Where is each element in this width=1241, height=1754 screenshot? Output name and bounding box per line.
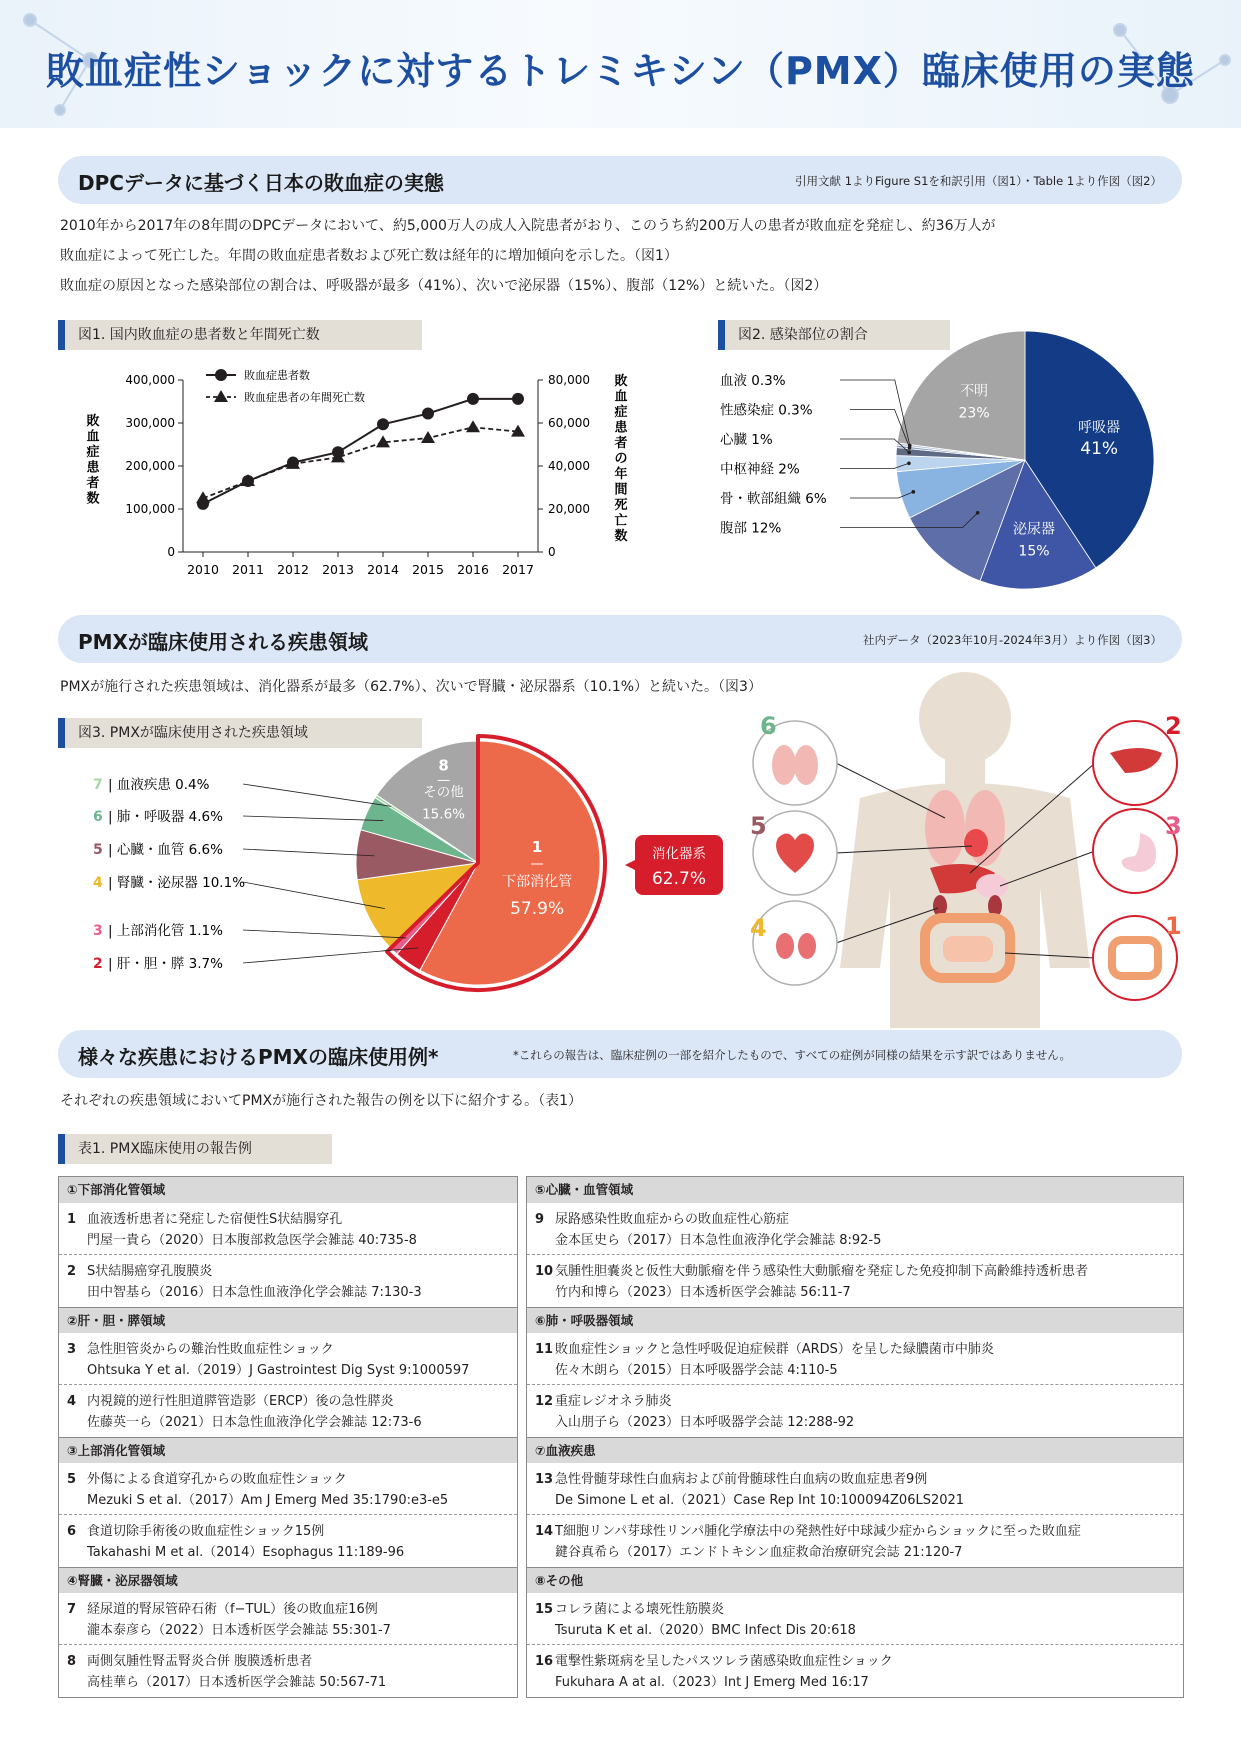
row-reference: 佐々木朗ら（2015）日本呼吸器学会誌 4:110-5 <box>555 1363 838 1378</box>
row-number: 8 <box>67 1654 77 1669</box>
y2-tick-label: 0 <box>548 545 556 559</box>
y2-axis-title-char: の <box>614 451 628 467</box>
page-header <box>0 0 1241 128</box>
data-point-deaths <box>421 431 435 443</box>
section-dpc-header <box>58 156 1182 204</box>
callout-title: 消化器系 <box>652 846 706 862</box>
paragraph-line: 敗血症によって死亡した。年間の敗血症患者数および死亡数は経年的に増加傾向を示した。（図1） <box>60 248 678 264</box>
slice-name: 呼吸器 <box>1078 419 1121 436</box>
row-number: 1 <box>67 1212 77 1227</box>
row-reference: 門屋一貴ら（2020）日本腹部救急医学会雑誌 40:735-8 <box>87 1233 417 1248</box>
y2-tick-label: 20,000 <box>548 502 590 516</box>
table-category-header: ⑦血液疾患 <box>527 1437 1183 1463</box>
body-label-number: 4 <box>750 914 767 942</box>
data-point-deaths <box>466 420 480 432</box>
section-note: 引用文献 1よりFigure S1を和訳引用（図1）・Table 1より作図（図2） <box>795 174 1162 188</box>
table-row <box>527 1255 1183 1307</box>
row-number: 5 <box>67 1472 77 1487</box>
row-title: 血液透析患者に発症した宿便性S状結腸穿孔 <box>87 1212 343 1227</box>
table-category-header: ④腎臓・泌尿器領域 <box>59 1567 517 1593</box>
data-point-patients <box>512 393 524 405</box>
table-row <box>59 1255 517 1307</box>
slice-name: 不明 <box>960 383 989 400</box>
section-title: DPCデータに基づく日本の敗血症の実態 <box>78 171 444 195</box>
slice-name: 下部消化管 <box>502 873 573 890</box>
row-number: 4 <box>67 1394 77 1409</box>
row-number: 14 <box>535 1524 554 1539</box>
slice-label: 心臓 1% <box>720 432 773 448</box>
data-point-patients <box>377 418 389 430</box>
x-tick-label: 2016 <box>457 562 489 577</box>
leader-line <box>243 816 383 821</box>
x-tick-label: 2011 <box>232 562 264 577</box>
row-reference: 金本匡史ら（2017）日本急性血液浄化学会雑誌 8:92-5 <box>555 1233 882 1248</box>
table-row <box>59 1645 517 1697</box>
legend-number: 3 <box>93 923 103 939</box>
slice-value: 23% <box>958 405 990 422</box>
table-category-header: ⑤心臓・血管領域 <box>527 1177 1183 1203</box>
section-pmx-areas-text: PMXが施行された疾患領域は、消化器系が最多（62.7%）、次いで腎臓・泌尿器系（10.1%）と続いた。（図3） <box>60 679 762 695</box>
slice-value: 57.9% <box>510 898 565 919</box>
legend-label: | 肝・胆・膵 3.7% <box>108 956 223 972</box>
y-tick-label: 0 <box>167 545 175 559</box>
row-reference: 佐藤英一ら（2021）日本急性血液浄化学会雑誌 12:73-6 <box>87 1415 422 1430</box>
slice-number: 8 <box>438 756 449 775</box>
table-category-header: ③上部消化管領域 <box>59 1437 517 1463</box>
row-reference: 竹内和博ら（2023）日本透析医学会雑誌 56:11-7 <box>555 1285 851 1300</box>
row-title: 外傷による食道穿孔からの敗血症性ショック <box>87 1472 347 1487</box>
row-reference: 鍵谷真希ら（2017）エンドトキシン血症救命治療研究会誌 21:120-7 <box>555 1545 963 1560</box>
y2-axis-title-char: 敗 <box>614 374 628 389</box>
x-tick-label: 2010 <box>187 562 219 577</box>
organ-stomach-icon <box>976 874 1008 898</box>
body-label-number: 3 <box>1165 812 1182 840</box>
y2-axis-title-char: 間 <box>614 482 628 498</box>
section-title: PMXが臨床使用される疾患領域 <box>78 630 368 654</box>
leader-dot <box>907 451 911 455</box>
section-pmx-areas-header <box>58 615 1182 663</box>
y2-axis-title-char: 年 <box>614 467 628 482</box>
slice-label: 中枢神経 2% <box>720 461 800 478</box>
x-tick-label: 2017 <box>502 562 534 577</box>
leader-dot <box>976 511 980 515</box>
row-title: S状結腸癌穿孔腹膜炎 <box>87 1264 213 1279</box>
row-title: 重症レジオネラ肺炎 <box>555 1394 672 1409</box>
table-row <box>527 1593 1183 1645</box>
row-title: 経尿道的腎尿管砕石術（f−TUL）後の敗血症16例 <box>87 1602 378 1617</box>
table-row <box>527 1463 1183 1515</box>
table-category-header: ⑥肺・呼吸器領域 <box>527 1307 1183 1333</box>
table-row <box>59 1515 517 1567</box>
leader-dot <box>907 461 911 465</box>
section-dpc-text <box>60 211 1180 301</box>
fig1-line-chart <box>58 360 658 590</box>
table-row <box>527 1515 1183 1567</box>
row-title: 気腫性胆嚢炎と仮性大動脈瘤を伴う感染性大動脈瘤を発症した免疫抑制下高齢維持透析患者 <box>555 1264 1089 1279</box>
legend-label: | 腎臓・泌尿器 10.1% <box>108 875 246 891</box>
callout-pointer <box>625 860 635 870</box>
legend-number: 7 <box>93 777 103 793</box>
y-axis-title-char: 者 <box>86 476 100 491</box>
row-reference: Fukuhara A at al.（2023）Int J Emerg Med 16:17 <box>555 1675 869 1690</box>
legend-number: 6 <box>93 809 103 825</box>
legend-marker-patients <box>215 369 227 381</box>
table-row <box>527 1385 1183 1437</box>
section-note: 社内データ（2023年10月-2024年3月）より作図（図3） <box>863 633 1162 647</box>
row-number: 10 <box>535 1264 554 1279</box>
row-number: 15 <box>535 1602 554 1617</box>
series-line-patients <box>203 399 518 504</box>
fig1-label: 図1. 国内敗血症の患者数と年間死亡数 <box>58 320 422 350</box>
y2-tick-label: 60,000 <box>548 416 590 430</box>
slice-label: 骨・軟部組織 6% <box>720 491 827 507</box>
table-row <box>59 1463 517 1515</box>
y2-tick-label: 40,000 <box>548 459 590 473</box>
x-tick-label: 2014 <box>367 562 399 577</box>
table-category-header: ②肝・胆・膵領域 <box>59 1307 517 1333</box>
y-axis-title-char: 敗 <box>86 414 100 429</box>
row-title: 尿路感染性敗血症からの敗血症性心筋症 <box>555 1212 790 1227</box>
organ-heart-icon <box>964 829 988 857</box>
slice-value: 41% <box>1080 438 1119 459</box>
slice-label: 腹部 12% <box>720 520 782 537</box>
y-axis-title-char: 患 <box>86 460 100 476</box>
y2-axis-title-char: 症 <box>614 405 628 420</box>
row-reference: Mezuki S et al.（2017）Am J Emerg Med 35:1790:e3-e5 <box>87 1493 449 1508</box>
row-number: 6 <box>67 1524 77 1539</box>
section-note: *これらの報告は、臨床症例の一部を紹介したもので、すべての症例が同様の結果を示す訳ではありません。 <box>513 1048 1071 1062</box>
row-reference: 高桂華ら（2017）日本透析医学会雑誌 50:567-71 <box>87 1675 387 1690</box>
paragraph-line: 2010年から2017年の8年間のDPCデータにおいて、約5,000万人の成人入院患者がおり、このうち約200万人の患者が敗血症を発症し、約36万人が <box>60 218 996 234</box>
row-reference: Ohtsuka Y et al.（2019）J Gastrointest Dig Syst 9:1000597 <box>87 1363 470 1378</box>
fig3-pie-chart <box>58 700 738 1020</box>
data-point-patients <box>467 393 479 405</box>
table-row <box>527 1333 1183 1385</box>
table-row <box>59 1203 517 1255</box>
leader-dot <box>912 490 916 494</box>
section-cases-text: それぞれの疾患領域においてPMXが施行された報告の例を以下に紹介する。（表1） <box>60 1093 583 1109</box>
legend-marker-deaths <box>214 390 228 402</box>
slice-name: その他 <box>423 784 464 801</box>
row-reference: 田中智基ら（2016）日本急性血液浄化学会雑誌 7:130-3 <box>87 1285 422 1300</box>
slice-label: 性感染症 0.3% <box>720 402 813 419</box>
legend-label: 敗血症患者の年間死亡数 <box>244 391 365 404</box>
fig2-pie-chart <box>700 300 1170 590</box>
section-cases-header <box>58 1030 1182 1078</box>
table-category-header: ⑧その他 <box>527 1567 1183 1593</box>
row-title: コレラ菌による壊死性筋膜炎 <box>555 1602 725 1617</box>
table-row <box>527 1645 1183 1697</box>
slice-label: 血液 0.3% <box>720 373 786 389</box>
table1-label: 表1. PMX臨床使用の報告例 <box>58 1134 332 1164</box>
table-category-header: ①下部消化管領域 <box>59 1177 517 1203</box>
leader-line <box>243 849 375 856</box>
x-tick-label: 2015 <box>412 562 444 577</box>
legend-label: 敗血症患者数 <box>244 369 310 382</box>
page-title: 敗血症性ショックに対するトレミキシン（PMX）臨床使用の実態 <box>46 49 1195 93</box>
paragraph-line: 敗血症の原因となった感染部位の割合は、呼吸器が最多（41%）、次いで泌尿器（15%）、腹部（12%）と続いた。（図2） <box>60 278 828 294</box>
y2-axis-title-char: 数 <box>614 529 628 544</box>
leader-line <box>243 784 391 806</box>
y-axis-title-char: 症 <box>86 445 100 460</box>
row-number: 16 <box>535 1654 554 1669</box>
table-row <box>59 1333 517 1385</box>
x-tick-label: 2012 <box>277 562 309 577</box>
row-number: 11 <box>535 1342 554 1357</box>
x-tick-label: 2013 <box>322 562 354 577</box>
callout-value: 62.7% <box>651 869 707 889</box>
legend-label: | 肺・呼吸器 4.6% <box>108 809 223 825</box>
y-axis-title-char: 数 <box>86 491 100 507</box>
row-number: 3 <box>67 1342 77 1357</box>
legend-number: 2 <box>93 956 103 972</box>
table-left-column <box>58 1176 518 1698</box>
row-title: 敗血症性ショックと急性呼吸促迫症候群（ARDS）を呈した緑膿菌市中肺炎 <box>555 1342 994 1357</box>
row-title: 内視鏡的逆行性胆道膵管造影（ERCP）後の急性膵炎 <box>87 1394 394 1409</box>
slice-name: 泌尿器 <box>1012 521 1055 538</box>
table-right-column <box>526 1176 1184 1698</box>
table-row <box>527 1203 1183 1255</box>
row-reference: De Simone L et al.（2021）Case Rep Int 10:100094Z06LS2021 <box>555 1493 965 1508</box>
y2-axis-title-char: 患 <box>614 420 628 436</box>
body-organ-illustration <box>740 668 1190 1028</box>
row-title: 食道切除手術後の敗血症性ショック15例 <box>87 1524 325 1539</box>
leader-dot <box>908 446 912 450</box>
row-reference: 入山朋子ら（2023）日本呼吸器学会誌 12:288-92 <box>555 1415 855 1430</box>
legend-number: 4 <box>93 875 103 891</box>
fig3-label: 図3. PMXが臨床使用された疾患領域 <box>58 718 422 748</box>
legend-label: | 血液疾患 0.4% <box>108 777 210 793</box>
table-row <box>59 1385 517 1437</box>
y-tick-label: 200,000 <box>125 459 175 473</box>
row-reference: Tsuruta K et al.（2020）BMC Infect Dis 20:618 <box>555 1623 856 1638</box>
body-label-number: 1 <box>1165 912 1182 940</box>
row-number: 2 <box>67 1264 77 1279</box>
row-title: 両側気腫性腎盂腎炎合併 腹膜透析患者 <box>87 1654 313 1669</box>
section-title: 様々な疾患におけるPMXの臨床使用例* <box>78 1045 439 1069</box>
legend-number: 5 <box>93 842 103 858</box>
y-tick-label: 100,000 <box>125 502 175 516</box>
row-title: 電撃性紫斑病を呈したパスツレラ菌感染敗血症性ショック <box>555 1654 893 1669</box>
row-number: 7 <box>67 1602 77 1617</box>
table-row <box>59 1593 517 1645</box>
body-label-number: 5 <box>750 812 767 840</box>
row-reference: 瀧本泰彦ら（2022）日本透析医学会雑誌 55:301-7 <box>87 1623 391 1638</box>
slice-value: 15% <box>1018 543 1050 560</box>
body-label-number: 2 <box>1165 712 1182 740</box>
y-axis-title-char: 血 <box>86 429 100 445</box>
y2-axis-title-char: 亡 <box>614 513 628 529</box>
y2-axis-title-char: 死 <box>614 498 628 513</box>
legend-label: | 心臓・血管 6.6% <box>108 842 223 858</box>
row-number: 9 <box>535 1212 545 1227</box>
row-title: T細胞リンパ芽球性リンパ腫化学療法中の発熱性好中球減少症からショックに至った敗血症 <box>555 1524 1081 1539</box>
legend-label: | 上部消化管 1.1% <box>108 923 223 939</box>
row-title: 急性胆管炎からの難治性敗血症性ショック <box>87 1342 334 1357</box>
y2-axis-title-char: 者 <box>614 436 628 451</box>
data-point-patients <box>422 408 434 420</box>
slice-value: 15.6% <box>422 806 465 823</box>
row-title: 急性骨髄芽球性白血病および前骨髄球性白血病の敗血症患者9例 <box>555 1472 928 1487</box>
y2-tick-label: 80,000 <box>548 373 590 387</box>
fig2-label: 図2. 感染部位の割合 <box>718 320 950 350</box>
y-tick-label: 400,000 <box>125 373 175 387</box>
y-tick-label: 300,000 <box>125 416 175 430</box>
y2-axis-title-char: 血 <box>614 389 628 405</box>
row-number: 12 <box>535 1394 554 1409</box>
body-label-number: 6 <box>760 712 777 740</box>
row-reference: Takahashi M et al.（2014）Esophagus 11:189-96 <box>87 1545 405 1560</box>
slice-number: 1 <box>531 837 543 856</box>
row-number: 13 <box>535 1472 554 1487</box>
